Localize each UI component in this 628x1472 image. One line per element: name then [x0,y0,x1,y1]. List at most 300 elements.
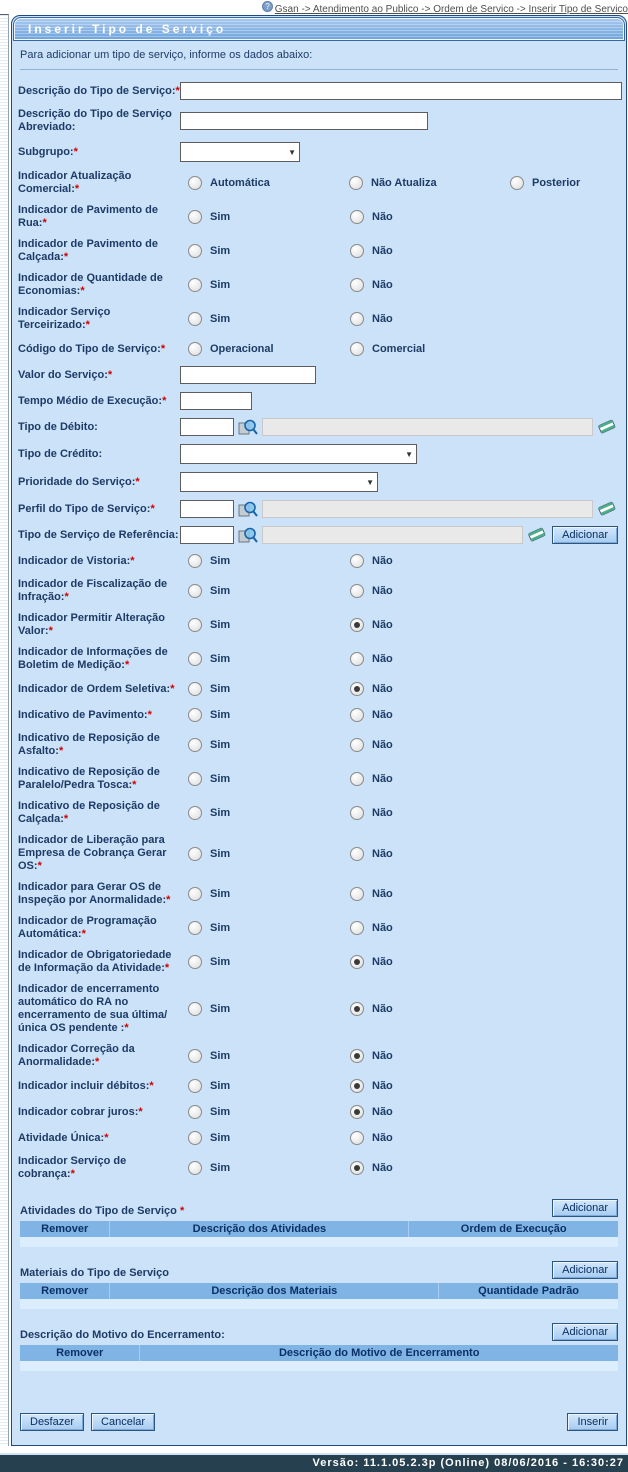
cancel-button[interactable]: Cancelar [91,1413,155,1431]
radio-nao[interactable] [350,847,364,861]
tipo-de-credito-select[interactable] [180,444,417,464]
eraser-icon[interactable] [597,501,618,517]
field-label-text: Perfil do Tipo de Serviço: [18,502,151,515]
radio-nao[interactable] [350,312,364,326]
radio-sim[interactable] [188,652,202,666]
radio-option-operacional[interactable] [180,342,338,356]
field-label-text: Indicador de Vistoria: [18,554,131,567]
radio-nao[interactable] [350,1131,364,1145]
field-row-indicador-servico-terceirizado [18,302,618,336]
radio-option-nao[interactable] [342,618,500,632]
radio-option-sim[interactable] [180,847,338,861]
field-label-text: Indicador de Ordem Seletiva: [18,682,171,695]
radio-nao[interactable] [350,682,364,696]
radio-label: Sim [210,922,231,934]
required-marker: * [73,145,78,158]
radio-option-sim[interactable] [180,584,338,598]
radio-option-sim[interactable] [180,210,338,224]
radio-option-sim[interactable] [180,1105,338,1119]
field-control-descricao-do-tipo-de-servico [180,82,622,100]
radio-label: Sim [210,739,231,751]
table-title-row [20,1261,618,1279]
required-marker: * [70,1168,75,1180]
radio-sim[interactable] [188,554,202,568]
field-row-descricao-do-tipo-de-servico [18,104,618,138]
radio-sim[interactable] [188,1049,202,1063]
descricao-do-tipo-de-servico-input[interactable] [180,112,428,130]
field-label-indicador-de-informacoes-de-boletim [18,646,180,672]
breadcrumb [0,0,628,15]
field-label-text: Indicador Correção da Anormalidade: [18,1043,135,1068]
field-control-subgrupo [180,142,618,162]
field-label-text: Indicador para Gerar OS de Inspeção por Anormalidade: [18,881,167,906]
radio-nao[interactable] [350,554,364,568]
field-row-codigo-do-tipo-de-servico [18,336,618,362]
required-marker: * [147,708,152,721]
radio-sim[interactable] [188,1131,202,1145]
radio-nao[interactable] [350,708,364,722]
radio-option-nao[interactable] [342,210,500,224]
field-label-tipo-de-debito [18,421,180,434]
field-label-indicador-cobrar-juros [18,1106,180,1119]
field-row-indicador-permitir-alteracao-valor [18,608,618,642]
radio-option-nao[interactable] [342,847,500,861]
radio-posterior[interactable] [510,176,524,190]
left-frame-gutter [0,14,9,1446]
required-marker: * [48,625,53,637]
insert-button[interactable]: Inserir [567,1413,618,1431]
radio-option-nao[interactable] [342,738,500,752]
field-row-indicador-servico-de-cobranca [18,1151,618,1185]
add-atividades-do-tipo-de-servico-button[interactable]: Adicionar [552,1199,618,1217]
field-row-indicativo-de-pavimento [18,702,618,728]
column-header-remover: Remover [41,1285,89,1297]
radio-option-nao[interactable] [342,1161,500,1175]
radio-sim[interactable] [188,955,202,969]
field-label-text: Tipo de Crédito: [18,447,103,460]
field-control-indicador-de-pavimento-de-calcada [180,242,618,260]
radio-option-sim[interactable] [180,1079,338,1093]
column-header-remover: Remover [41,1223,89,1235]
radio-sim[interactable] [188,584,202,598]
divider [20,69,618,70]
radio-label: Não [372,619,393,631]
radio-label: Sim [210,1003,231,1015]
field-label-text: Indicativo de Reposição de Paralelo/Pedra Tosca: [18,766,160,791]
field-label-text: Indicador Serviço de cobrança: [18,1155,127,1180]
field-control-indicativo-de-reposicao-de-asfalto [180,736,618,754]
field-control-indicador-para-gerar-os-de [180,885,618,903]
radio-sim[interactable] [188,312,202,326]
field-label-text: Descrição do Tipo de Serviço: [18,84,176,97]
field-control-codigo-do-tipo-de-servico [180,340,618,358]
field-label-text: Indicador Atualização Comercial: [18,170,132,195]
radio-label: Sim [210,683,231,695]
radio-option-nao[interactable] [342,806,500,820]
radio-nao[interactable] [350,921,364,935]
radio-option-nao[interactable] [342,312,500,326]
field-label-descricao-do-tipo-de-servico [18,85,180,98]
radio-sim[interactable] [188,708,202,722]
radio-label: Sim [210,245,231,257]
radio-nao[interactable] [350,278,364,292]
radio-label: Sim [210,1080,231,1092]
radio-label: Sim [210,956,231,968]
radio-sim[interactable] [188,210,202,224]
field-row-tipo-de-credito [18,440,618,468]
radio-sim[interactable] [188,244,202,258]
radio-label: Sim [210,585,231,597]
radio-nao[interactable] [350,772,364,786]
field-label-indicador-de-liberacao-para-empresa [18,834,180,873]
field-control-indicador-de-quantidade-de-economias [180,276,618,294]
field-label-indicador-para-gerar-os-de [18,881,180,907]
radio-option-sim[interactable] [180,738,338,752]
radio-label: Sim [210,619,231,631]
version-footer: Versão: 11.1.05.2.3p (Online) 08/06/2016 - 16:30:27 [0,1455,628,1472]
radio-option-nao[interactable] [342,554,500,568]
radio-nao[interactable] [350,887,364,901]
radio-nao[interactable] [350,738,364,752]
required-marker: * [124,1022,129,1034]
field-row-valor-do-servico [18,362,618,388]
radio-label: Sim [210,1050,231,1062]
search-icon[interactable] [238,527,258,544]
tipo-de-debito-code-input[interactable] [180,418,234,436]
radio-option-nao[interactable] [342,278,500,292]
radio-option-automatica[interactable] [180,176,337,190]
radio-label: Sim [210,555,231,567]
field-row-indicador-de-programacao-automatica [18,911,618,945]
field-control-indicador-de-programacao-automatica [180,919,618,937]
field-row-indicativo-de-reposicao-de-paralelo [18,762,618,796]
radio-sim[interactable] [188,921,202,935]
required-marker: * [138,1105,143,1118]
radio-nao-atualiza[interactable] [349,176,363,190]
field-control-indicador-cobrar-juros [180,1103,618,1121]
radio-option-sim[interactable] [180,244,338,258]
radio-label: Não [372,1132,393,1144]
radio-sim[interactable] [188,1079,202,1093]
radio-option-sim[interactable] [180,887,338,901]
required-marker: * [166,894,171,906]
field-row-subgrupo [18,138,618,166]
field-label-text: Indicador de Liberação para Empresa de Cobrança Gerar OS: [18,834,167,872]
field-label-text: Indicador de Programação Automática: [18,915,157,940]
add-descricao-do-motivo-do-encerramento-button[interactable]: Adicionar [552,1323,618,1341]
radio-option-nao[interactable] [342,652,500,666]
search-icon[interactable] [238,419,258,436]
field-control-tipo-de-servico-de-referencia [180,526,618,544]
radio-label: Sim [210,1106,231,1118]
radio-option-nao[interactable] [342,921,500,935]
radio-label: Não [372,555,393,567]
radio-label: Posterior [532,177,581,189]
required-marker: * [130,554,135,567]
radio-option-nao[interactable] [342,1131,500,1145]
field-label-indicador-correcao-da-anormalidade [18,1043,180,1069]
radio-nao[interactable] [350,1105,364,1119]
field-control-descricao-do-tipo-de-servico [180,112,618,130]
field-control-indicador-de-ordem-seletiva [180,680,618,698]
required-marker: * [37,860,42,872]
radio-nao[interactable] [350,584,364,598]
required-marker: * [135,475,140,488]
breadcrumb-link[interactable]: Gsan -> Atendimento ao Publico -> Ordem de Servico -> Inserir Tipo de Servico [274,4,628,15]
radio-option-sim[interactable] [180,312,338,326]
radio-label: Não [372,683,393,695]
radio-nao[interactable] [350,1002,364,1016]
radio-nao[interactable] [350,955,364,969]
search-icon[interactable] [238,501,258,518]
radio-option-sim[interactable] [180,618,338,632]
radio-option-sim[interactable] [180,554,338,568]
field-label-tipo-de-servico-de-referencia [18,529,180,542]
field-label-indicador-servico-terceirizado [18,306,180,332]
table-empty-row [20,1361,618,1371]
radio-nao[interactable] [350,1049,364,1063]
radio-option-sim[interactable] [180,1161,338,1175]
field-control-indicativo-de-pavimento [180,706,618,724]
radio-automatica[interactable] [188,176,202,190]
insert-service-type-panel [11,15,627,1446]
radio-label: Sim [210,773,231,785]
table-section-materiais-do-tipo-de-servico [20,1261,618,1309]
radio-option-nao[interactable] [342,887,500,901]
field-control-indicador-de-encerramento-automatico-do [180,1000,618,1018]
radio-nao[interactable] [350,806,364,820]
required-marker: * [176,1205,185,1217]
radio-option-sim[interactable] [180,652,338,666]
table-title-row [20,1199,618,1217]
radio-nao[interactable] [350,244,364,258]
field-label-indicador-de-programacao-automatica [18,915,180,941]
radio-label: Não [372,313,393,325]
table-title [20,1329,225,1341]
field-control-indicador-de-informacoes-de-boletim [180,650,618,668]
field-row-indicador-de-ordem-seletiva [18,676,618,702]
required-marker: * [124,659,130,671]
radio-option-nao[interactable] [342,1049,500,1063]
radio-nao[interactable] [350,1079,364,1093]
field-label-text: Tipo de Débito: [18,420,98,433]
radio-label: Não [372,773,393,785]
tipo-de-servico-de-referencia-add-button[interactable]: Adicionar [552,526,618,544]
radio-sim[interactable] [188,847,202,861]
radio-sim[interactable] [188,1002,202,1016]
radio-option-nao[interactable] [342,584,500,598]
chevron-down-icon: ▼ [366,477,374,487]
radio-label: Sim [210,888,231,900]
perfil-do-tipo-de-servico-code-input[interactable] [180,500,234,518]
page-title: Inserir Tipo de Serviço [13,17,625,41]
required-marker: * [81,928,86,940]
table-section-atividades-do-tipo-de-servico [20,1199,618,1247]
field-row-indicador-atualizacao-comercial [18,166,618,200]
radio-option-posterior[interactable] [502,176,628,190]
radio-option-sim[interactable] [180,682,338,696]
field-row-tempo-medio-de-execucao [18,388,618,414]
radio-option-nao[interactable] [342,955,500,969]
help-icon[interactable] [262,1,275,12]
field-row-indicador-de-pavimento-de-rua [18,200,618,234]
column-header-descricao-dos-materiais: Descrição dos Materiais [109,1283,438,1299]
radio-label: Sim [210,1132,231,1144]
radio-sim[interactable] [188,887,202,901]
valor-do-servico-input[interactable] [180,366,316,384]
radio-sim[interactable] [188,738,202,752]
form-fields [12,76,626,1185]
radio-nao[interactable] [350,652,364,666]
field-label-subgrupo [18,146,180,159]
field-label-text: Indicador de Pavimento de Rua: [18,204,158,229]
radio-option-comercial[interactable] [342,342,500,356]
field-label-text: Descrição do Tipo de Serviço Abreviado: [18,108,172,133]
field-row-descricao-do-tipo-de-servico [18,78,618,104]
radio-option-sim[interactable] [180,772,338,786]
undo-button[interactable]: Desfazer [20,1413,84,1431]
field-row-indicativo-de-reposicao-de-asfalto [18,728,618,762]
field-label-text: Indicativo de Reposição de Asfalto: [18,732,160,757]
field-control-tempo-medio-de-execucao [180,392,618,410]
table-section-descricao-do-motivo-do-encerramento [20,1323,618,1371]
required-marker: * [58,745,64,757]
required-marker: * [150,502,155,515]
required-marker: * [132,779,137,791]
radio-option-sim[interactable] [180,1002,338,1016]
radio-label: Não [372,1003,393,1015]
radio-option-sim[interactable] [180,921,338,935]
tempo-medio-de-execucao-input[interactable] [180,392,252,410]
required-marker: * [149,1079,154,1092]
field-label-indicador-de-fiscalizacao-de-infracao [18,578,180,604]
field-control-indicador-de-obrigatoriedade-de-informacao [180,953,618,971]
field-row-indicador-de-obrigatoriedade-de-informacao [18,945,618,979]
column-header-quantidade-padrao: Quantidade Padrão [438,1283,618,1299]
prioridade-do-servico-select[interactable] [180,472,378,492]
radio-option-sim[interactable] [180,1131,338,1145]
field-label-tempo-medio-de-execucao [18,395,180,408]
field-label-indicador-permitir-alteracao-valor [18,612,180,638]
eraser-icon[interactable] [597,419,618,435]
field-label-indicador-de-vistoria [18,555,180,568]
radio-option-sim[interactable] [180,806,338,820]
field-control-indicador-incluir-debitos [180,1077,618,1095]
footer-gap [0,1446,628,1455]
table-header-materiais-do-tipo-de-servico [20,1283,618,1299]
radio-sim[interactable] [188,278,202,292]
perfil-do-tipo-de-servico-description-readonly [262,500,593,518]
required-marker: * [95,1056,100,1068]
field-row-indicador-de-quantidade-de-economias [18,268,618,302]
radio-nao[interactable] [350,1161,364,1175]
field-label-indicador-servico-de-cobranca [18,1155,180,1181]
field-row-indicador-de-informacoes-de-boletim [18,642,618,676]
radio-option-nao[interactable] [342,244,500,258]
radio-label: Não [372,1162,393,1174]
radio-option-nao[interactable] [342,1105,500,1119]
field-label-indicador-de-obrigatoriedade-de-informacao [18,949,180,975]
radio-nao[interactable] [350,618,364,632]
radio-option-nao[interactable] [342,1079,500,1093]
field-label-atividade-unica [18,1132,180,1145]
radio-label: Comercial [372,343,426,355]
table-title-row [20,1323,618,1341]
radio-comercial[interactable] [350,342,364,356]
radio-option-sim[interactable] [180,278,338,292]
field-label-prioridade-do-servico [18,476,180,489]
field-label-indicador-de-pavimento-de-rua [18,204,180,230]
radio-label: Não [372,279,393,291]
field-control-indicador-de-fiscalizacao-de-infracao [180,582,618,600]
field-control-indicador-servico-terceirizado [180,310,618,328]
radio-option-nao[interactable] [342,682,500,696]
required-marker: * [107,368,113,381]
radio-label: Não [372,1080,393,1092]
table-header-atividades-do-tipo-de-servico [20,1221,618,1237]
radio-operacional[interactable] [188,342,202,356]
intro-text: Para adicionar um tipo de serviço, informe os dados abaixo: [20,49,313,61]
radio-nao[interactable] [350,210,364,224]
radio-sim[interactable] [188,682,202,696]
radio-option-sim[interactable] [180,955,338,969]
descricao-do-tipo-de-servico-input[interactable] [180,82,622,100]
field-label-indicador-atualizacao-comercial [18,170,180,196]
radio-label: Sim [210,807,231,819]
field-row-indicador-de-vistoria [18,548,618,574]
radio-option-nao[interactable] [342,772,500,786]
radio-option-sim[interactable] [180,708,338,722]
field-control-indicativo-de-reposicao-de-paralelo [180,770,618,788]
radio-sim[interactable] [188,1161,202,1175]
field-row-indicador-de-pavimento-de-calcada [18,234,618,268]
add-materiais-do-tipo-de-servico-button[interactable]: Adicionar [552,1261,618,1279]
radio-sim[interactable] [188,772,202,786]
field-label-text: Indicativo de Reposição de Calçada: [18,800,160,825]
radio-option-nao-atualiza[interactable] [341,176,498,190]
column-header-descricao-dos-atividades: Descrição dos Atividades [109,1221,408,1237]
radio-sim[interactable] [188,618,202,632]
tipo-de-servico-de-referencia-code-input[interactable] [180,526,234,544]
radio-label: Sim [210,653,231,665]
radio-label: Sim [210,279,231,291]
field-label-indicador-de-encerramento-automatico-do [18,983,180,1035]
eraser-icon[interactable] [527,527,548,543]
table-empty-row [20,1237,618,1247]
field-label-valor-do-servico [18,369,180,382]
radio-sim[interactable] [188,1105,202,1119]
radio-label: Não [372,1050,393,1062]
chevron-down-icon: ▼ [288,147,296,157]
field-row-indicador-para-gerar-os-de [18,877,618,911]
radio-option-sim[interactable] [180,1049,338,1063]
detail-tables [12,1199,626,1371]
tipo-de-servico-de-referencia-description-readonly [262,526,523,544]
field-row-atividade-unica [18,1125,618,1151]
radio-label: Não [372,739,393,751]
field-label-text: Tempo Médio de Execução: [18,394,163,407]
field-label-text: Indicador incluir débitos: [18,1079,150,1092]
field-label-indicador-de-pavimento-de-calcada [18,238,180,264]
chevron-down-icon: ▼ [405,449,413,459]
field-label-indicativo-de-reposicao-de-paralelo [18,766,180,792]
radio-label: Sim [210,1162,231,1174]
radio-option-nao[interactable] [342,1002,500,1016]
radio-label: Não [372,956,393,968]
subgrupo-select[interactable] [180,142,300,162]
radio-sim[interactable] [188,806,202,820]
radio-option-nao[interactable] [342,708,500,722]
